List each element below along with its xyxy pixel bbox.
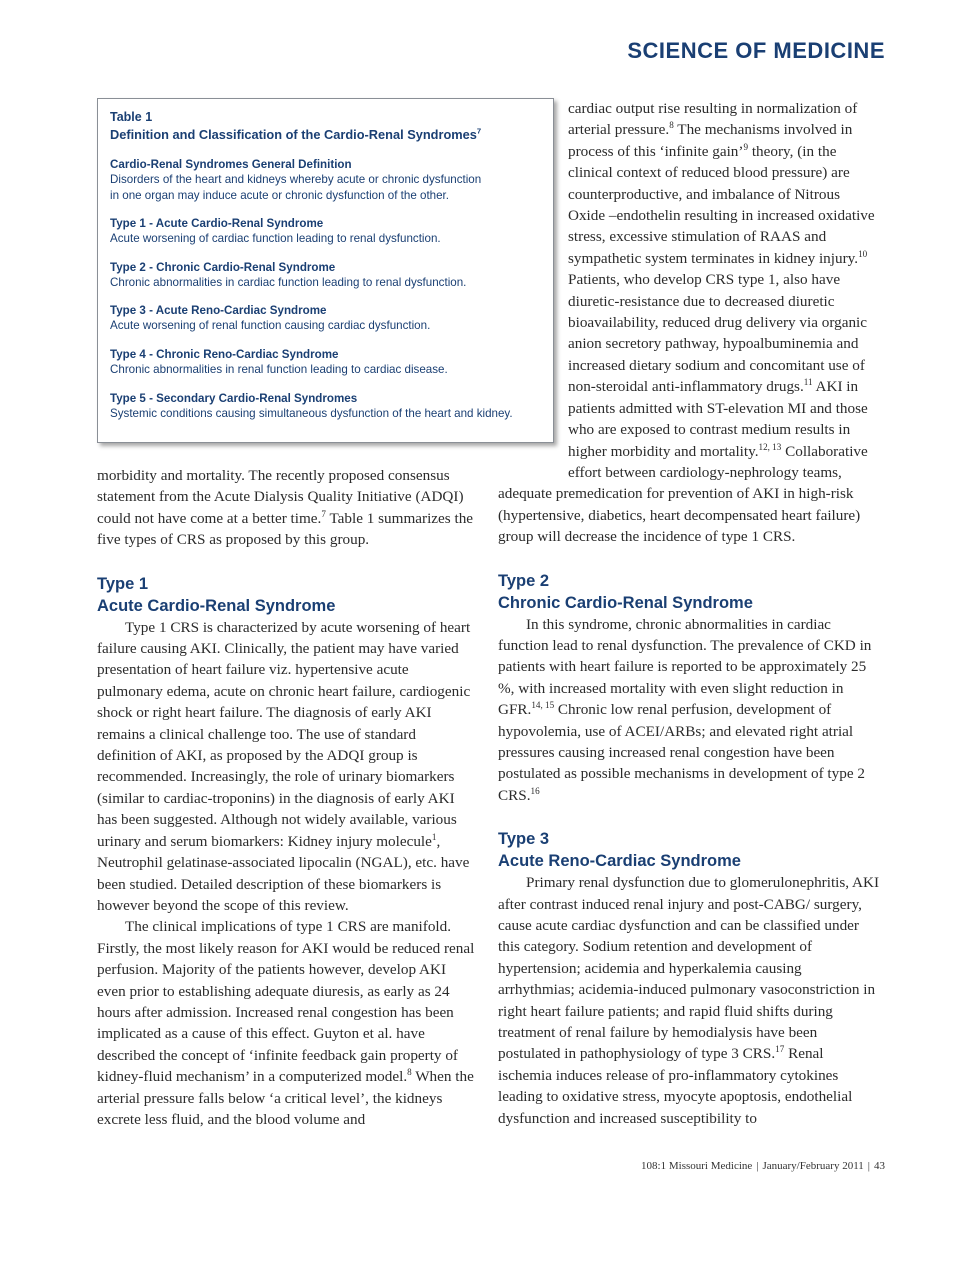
type-2-paragraph: In this syndrome, chronic abnormalities in cardiac function lead to renal dysfunction. The prevalence of CKD in patients with heart failure is reported to be approximately 25 %, with increased mortality with even slight reduction in GFR.$^{14, 15}$ Chronic low renal perfusion, development of hypovolemia, use of ACEI/ARBs; and elevated right atrial pressures causing increased renal congestion have been postulated as possible mechanisms in development of type 2 CRS.$^{16}$	[498, 615, 872, 804]
footer-page-number: 43	[874, 1160, 885, 1172]
entry-head: Type 5 - Secondary Cardio-Renal Syndromes	[110, 391, 358, 405]
table-1-box	[97, 98, 554, 443]
page-footer: 108:1 Missouri Medicine | January/February 2011 | 43	[641, 1160, 885, 1172]
right-column	[498, 98, 880, 1129]
table-title: Definition and Classification of the Cardio-Renal Syndromes$^7$	[110, 126, 482, 142]
table-label: Table 1	[110, 110, 153, 124]
footer-date: January/February 2011	[762, 1160, 864, 1172]
table-entry-type-5	[110, 391, 543, 422]
wrap-spacer	[498, 98, 568, 473]
type-1-paragraph-2: The clinical implications of type 1 CRS are manifold. Firstly, the most likely reason for AKI would be reduced renal perfusion. Majority of the patients however, develop AKI even prior to establishing adequate diuresis, as early as 24 hours after admission. Increased renal congestion has been implicated as a cause of this effect. Guyton et al. have described the concept of ‘infinite feedback gain property of kidney-fluid mechanism’ in a computerized model.$^8$ When the arterial pressure falls below ‘a critical level’, the kidneys excrete less fluid, and the blood volume and	[97, 918, 475, 1128]
table-title-ref: 7	[476, 126, 482, 136]
table-entry-type-2	[110, 260, 543, 291]
type-3-label: Type 3	[498, 830, 550, 849]
entry-head: Type 1 - Acute Cardio-Renal Syndrome	[110, 217, 324, 231]
type-1-label: Type 1	[97, 574, 149, 593]
entry-text: Acute worsening of cardiac function leading to renal dysfunction.	[110, 232, 441, 246]
table-entry-type-4	[110, 347, 543, 378]
type-1-paragraph-1: Type 1 CRS is characterized by acute worsening of heart failure causing AKI. Clinically, the patient may have varied presentation of heart failure viz. hypertensive acute pulmonary edema, acute on chronic heart failure, cardiogenic shock or right heart failure. The diagnosis of early AKI remains a clinical challenge too. The use of standard definition of AKI, as proposed by the ADQI group is recommended. Increasingly, the role of urinary biomarkers (similar to cardiac-troponins) in the diagnosis of early AKI has been suggested. Although not widely available, various urinary and serum biomarkers: Kidney injury molecule$^1$, Neutrophil gelatinase-associated lipocalin (NGAL), etc. have been studied. Detailed description of these biomarkers is however beyond the scope of this review.	[97, 618, 471, 914]
entry-head: Type 4 - Chronic Reno-Cardiac Syndrome	[110, 347, 339, 361]
type-1-title: Acute Cardio-Renal Syndrome	[97, 596, 336, 615]
intro-paragraph: morbidity and mortality. The recently proposed consensus statement from the Acute Dialysis Quality Initiative (ADQI) could not have come at a better time.$^7$ Table 1 summarizes the five types of CRS as proposed by this group.	[97, 467, 474, 549]
entry-text: in one organ may induce acute or chronic dysfunction of the other.	[110, 188, 450, 202]
entry-text: Chronic abnormalities in cardiac function leading to renal dysfunction.	[110, 275, 467, 289]
table-entry-general	[110, 157, 543, 203]
entry-text: Chronic abnormalities in renal function leading to cardiac disease.	[110, 362, 448, 376]
type-3-paragraph: Primary renal dysfunction due to glomerulonephritis, AKI after contrast induced renal injury and post-CABG/ surgery, cause acute cardiac dysfunction and can be classified under this category. Sodium retention and development of hypertension; acidemia and hyperkalemia causing arrhythmias; acidemia-induced pulmonary vasoconstriction in right heart failure patients; and rapid fluid shifts during treatment of renal failure by hemodialysis have been postulated in pathophysiology of type 3 CRS.$^{17}$ Renal ischemia induces release of pro-inflammatory cytokines leading to oxidative stress, myocyte apoptosis, endothelial dysfunction and increased susceptibility to	[498, 874, 880, 1127]
type-3-title: Acute Reno-Cardiac Syndrome	[498, 852, 741, 871]
entry-text: Systemic conditions causing simultaneous dysfunction of the heart and kidney.	[110, 406, 513, 420]
table-entry-type-1	[110, 216, 543, 247]
continued-paragraph: cardiac output rise resulting in normalization of arterial pressure.$^8$ The mechanisms involved in process of this ‘infinite gain’$^9$ theory, (in the clinical context of reduced blood pressure) are counterproductive, and imbalance of Nitrous Oxide –endothelin resulting in increased oxidative stress, excessive stimulation of RAAS and sympathetic system terminates in kidney injury.$^{10}$ Patients, who develop CRS type 1, also have diuretic-resistance due to decreased diuretic bioavailability, reduced drug delivery via organic anion secretory pathway, hypoalbuminemia and increased dietary sodium and concomitant use of non-steroidal anti-inflammatory drugs.$^{11}$ AKI in patients admitted with ST-elevation MI and those who are exposed to contrast medium results in higher morbidity and mortality.$^{12, 13}$ Collaborative effort between cardiology-nephrology teams, adequate premedication for prevention of AKI in high-risk (hypertensive, diabetics, heart decompensated heart failure) group will decrease the incidence of type 1 CRS.	[498, 100, 875, 546]
type-2-label: Type 2	[498, 571, 550, 590]
left-column	[97, 465, 477, 1130]
type-2-title: Chronic Cardio-Renal Syndrome	[498, 593, 753, 612]
entry-text: Acute worsening of renal function causing cardiac dysfunction.	[110, 319, 431, 333]
entry-text: Disorders of the heart and kidneys whereby acute or chronic dysfunction	[110, 173, 482, 186]
entry-head: Type 2 - Chronic Cardio-Renal Syndrome	[110, 260, 336, 274]
entry-head: Type 3 - Acute Reno-Cardiac Syndrome	[110, 304, 327, 318]
table-entry-type-3	[110, 303, 543, 334]
entry-head: Cardio-Renal Syndromes General Definition	[110, 158, 352, 171]
section-title: SCIENCE OF MEDICINE	[627, 38, 885, 63]
footer-journal: 108:1 Missouri Medicine	[641, 1160, 753, 1172]
